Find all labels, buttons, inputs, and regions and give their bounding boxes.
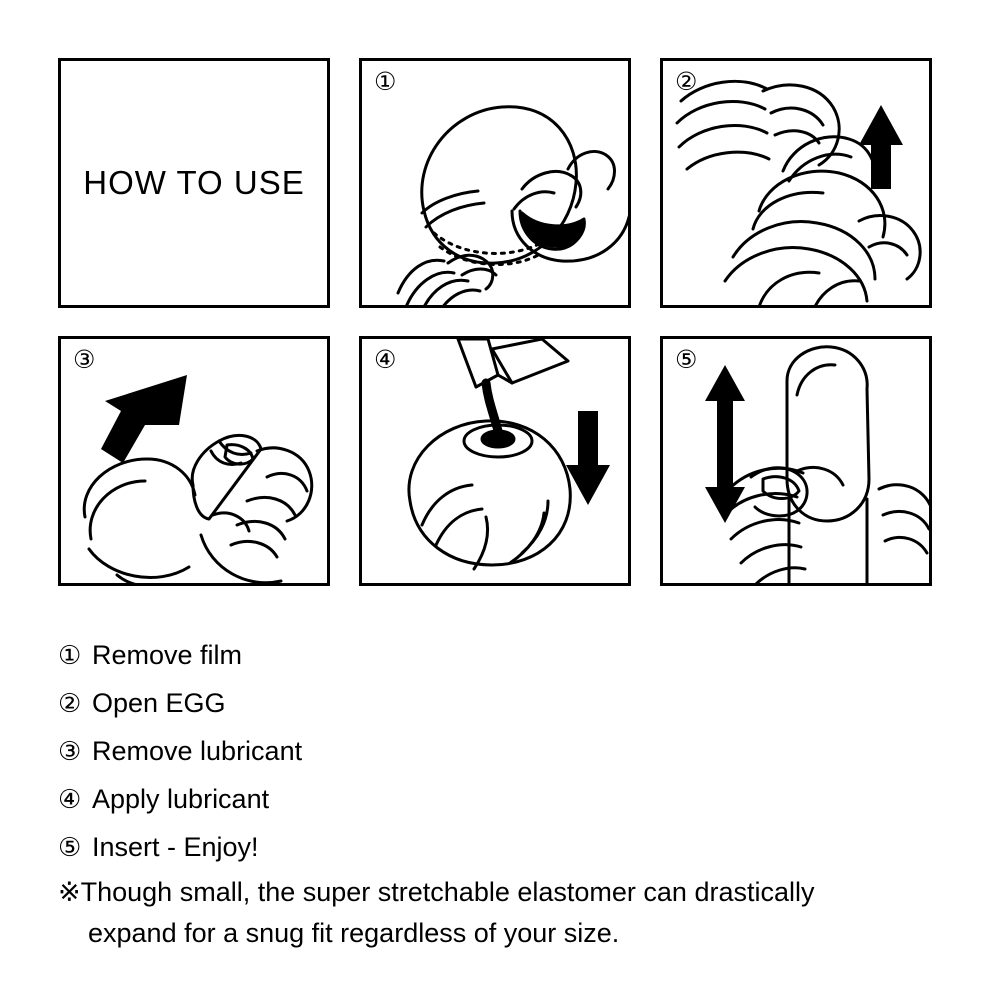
legend-marker: ② — [58, 689, 82, 719]
panel-step-4 — [359, 336, 631, 586]
legend-marker: ③ — [58, 737, 82, 767]
legend-label: Remove lubricant — [92, 736, 303, 766]
step-number-2: ② — [675, 67, 698, 96]
panel-step-2 — [660, 58, 932, 308]
legend-label: Remove film — [92, 640, 243, 670]
legend-marker: ① — [58, 641, 82, 671]
legend-item — [58, 776, 958, 824]
artwork-apply-lubricant — [362, 339, 631, 586]
artwork-insert-enjoy — [663, 339, 932, 586]
artwork-open-egg — [663, 61, 932, 308]
footnote-line-2: expand for a snug fit regardless of your size. — [88, 918, 620, 948]
footnote-line-1 — [58, 872, 958, 913]
artwork-remove-lubricant — [61, 339, 330, 586]
page-title: HOW TO USE — [83, 164, 305, 201]
legend-item — [58, 824, 958, 872]
footnote-marker: ※ — [58, 877, 81, 908]
step-legend — [58, 632, 958, 872]
step-number-4: ④ — [374, 345, 397, 374]
footnote — [58, 872, 958, 953]
legend-label: Apply lubricant — [92, 784, 270, 814]
panel-step-3 — [58, 336, 330, 586]
legend-marker: ⑤ — [58, 833, 82, 863]
step-number-3: ③ — [73, 345, 96, 374]
legend-item — [58, 632, 958, 680]
step-number-5: ⑤ — [675, 345, 698, 374]
step-number-1: ① — [374, 67, 397, 96]
legend-label: Insert - Enjoy! — [92, 832, 259, 862]
panel-step-1 — [359, 58, 631, 308]
legend-item — [58, 680, 958, 728]
artwork-remove-film — [362, 61, 631, 308]
legend-marker: ④ — [58, 785, 82, 815]
legend-item — [58, 728, 958, 776]
panel-step-5 — [660, 336, 932, 586]
panel-how-to-use — [58, 58, 330, 308]
legend-label: Open EGG — [92, 688, 226, 718]
footnote-text-1: Though small, the super stretchable elastomer can drastically — [80, 877, 815, 907]
panel-grid — [58, 58, 938, 586]
